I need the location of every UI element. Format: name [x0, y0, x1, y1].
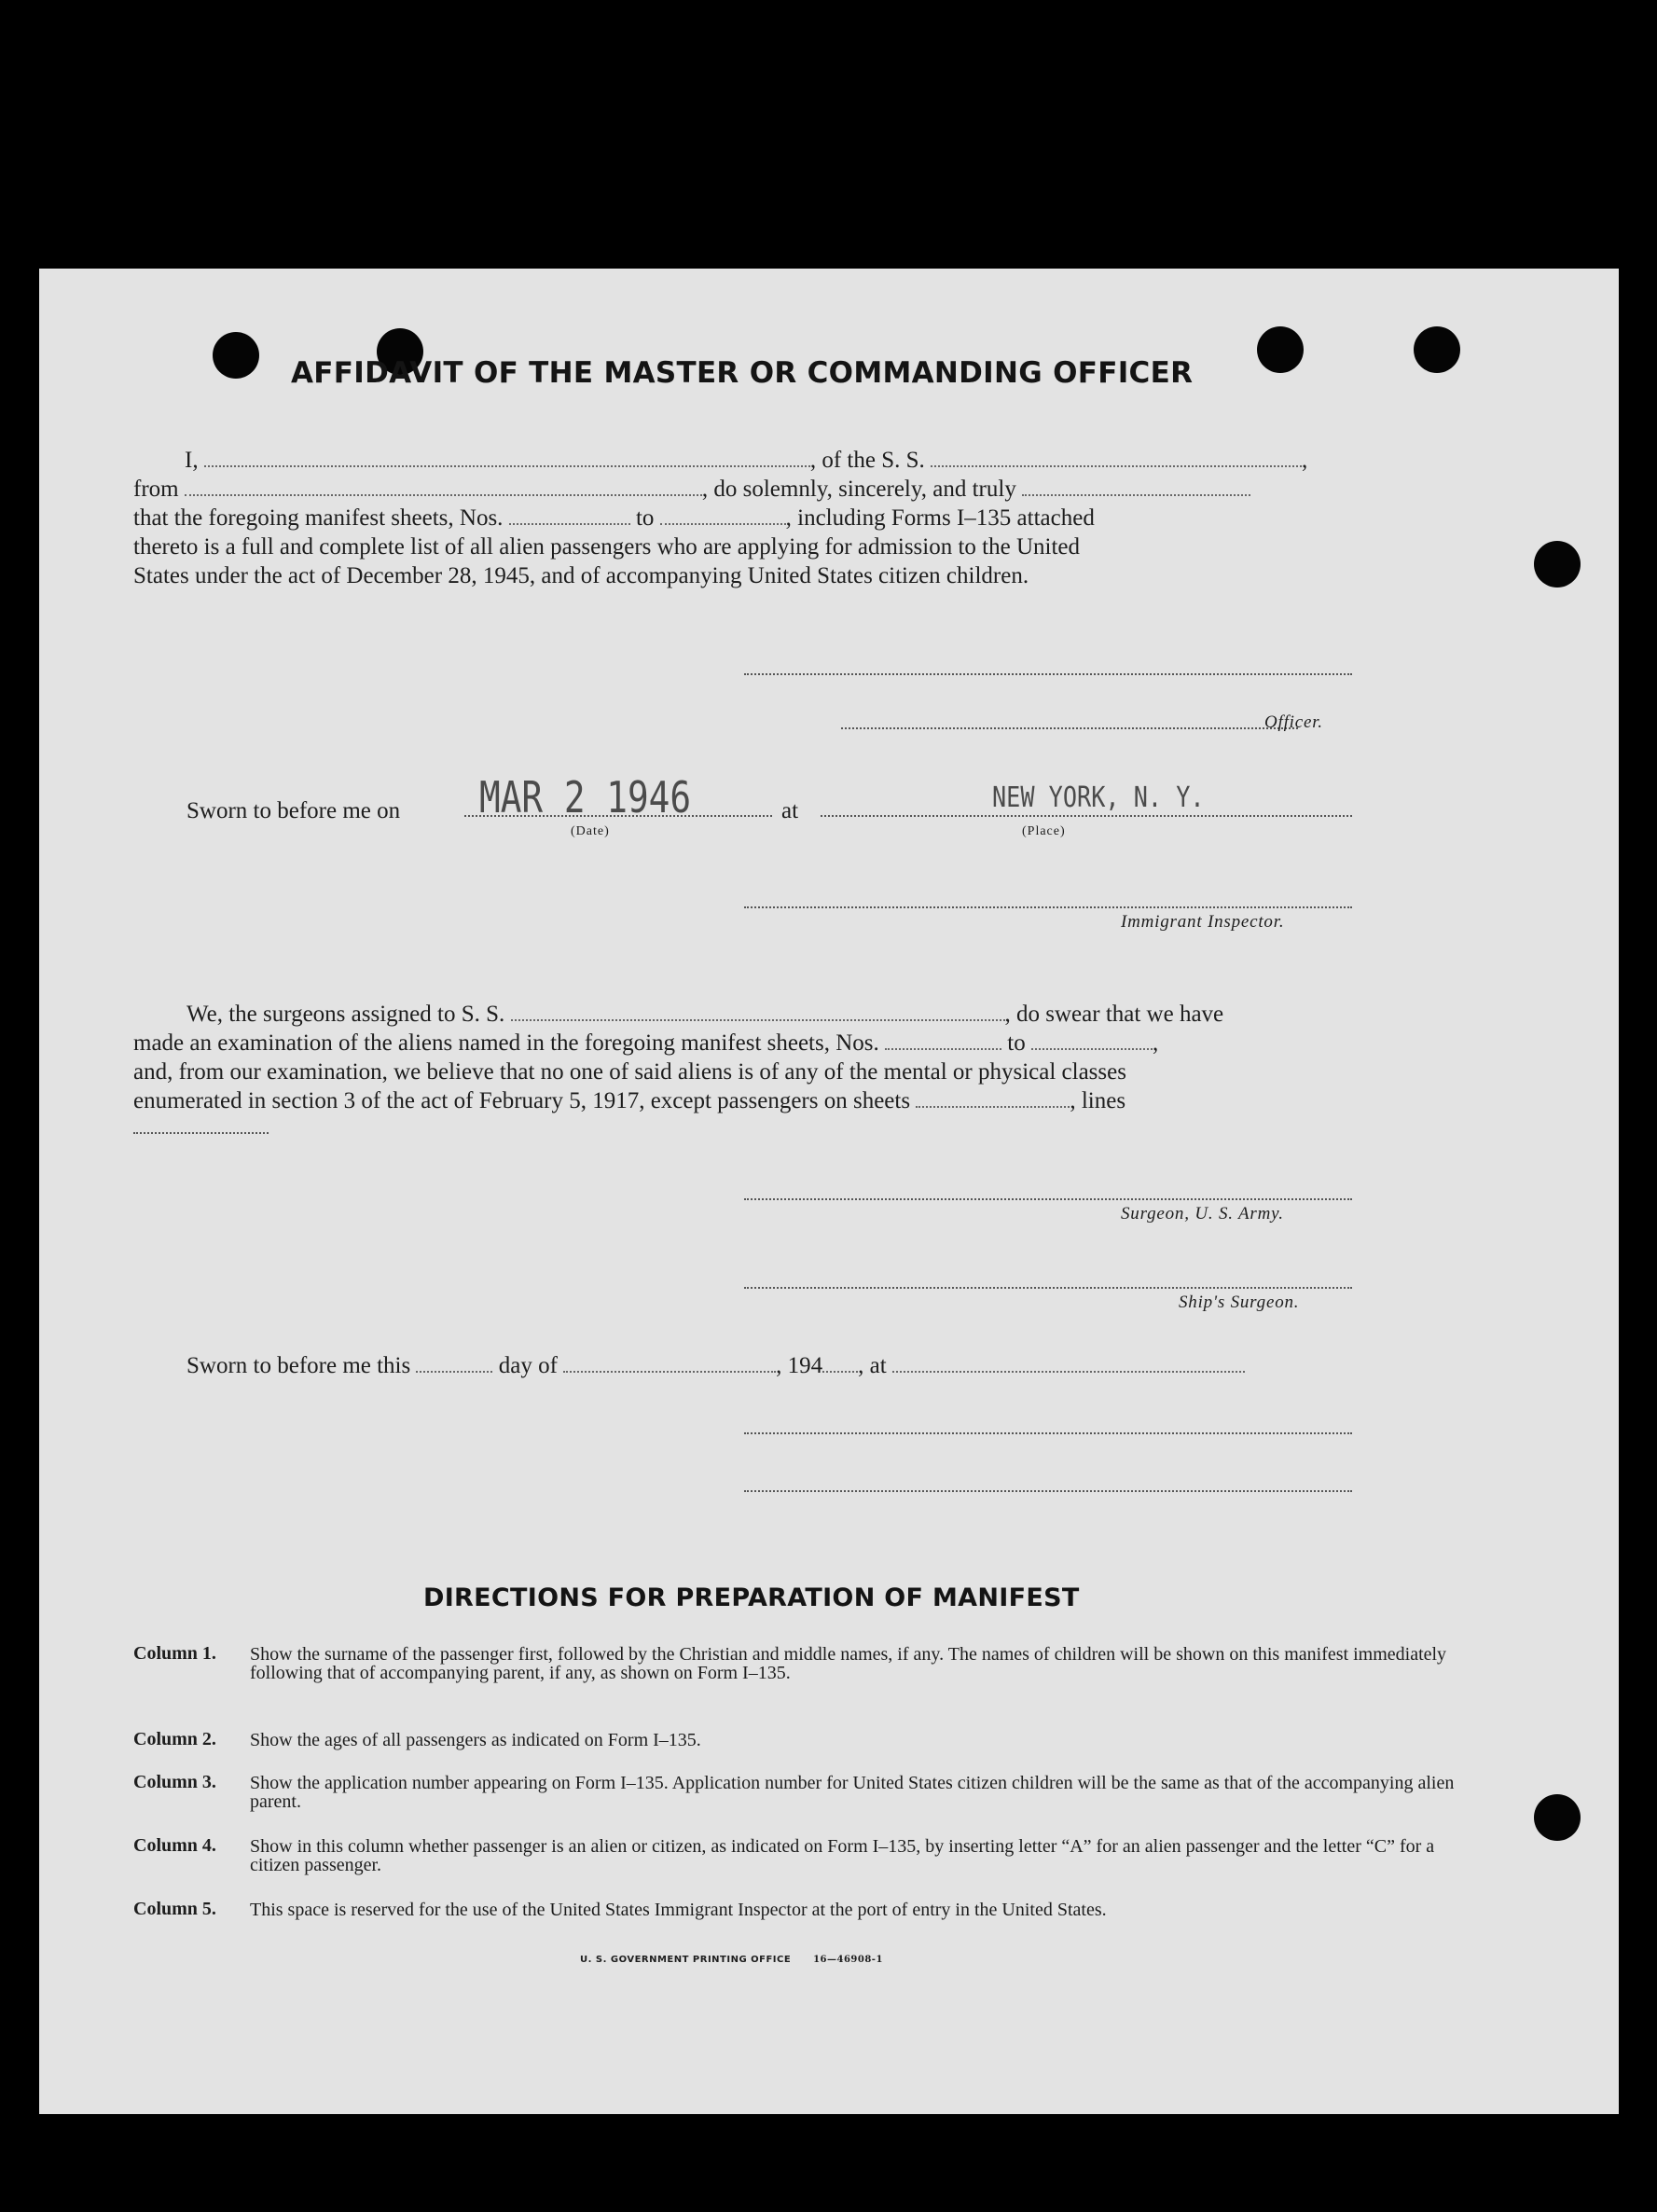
- text: , lines: [1070, 1088, 1126, 1113]
- lines-blank[interactable]: [133, 1132, 269, 1134]
- at-label: at: [781, 798, 799, 823]
- blank[interactable]: [1022, 476, 1250, 496]
- ship-blank[interactable]: [931, 447, 1302, 467]
- signature-line[interactable]: [744, 1432, 1352, 1434]
- sworn-line-2: [186, 1351, 1245, 1380]
- officer-signature-line[interactable]: [841, 727, 1298, 729]
- surgeons-line-4: [133, 1086, 1125, 1115]
- text: Sworn to before me this: [186, 1353, 411, 1378]
- day-blank[interactable]: [416, 1352, 492, 1373]
- column-2-text: Show the ages of all passengers as indicated on Form I–135.: [250, 1730, 701, 1750]
- signature-line[interactable]: [744, 1490, 1352, 1492]
- text: , 194: [776, 1353, 823, 1378]
- column-5-text: This space is reserved for the use of the United States Immigrant Inspector at the port of entry in the United States.: [250, 1900, 1107, 1920]
- officer-caption: Officer.: [1264, 712, 1323, 732]
- affidavit-line-4: thereto is a full and complete list of all alien passengers who are applying for admission to the United: [133, 534, 1081, 560]
- inspector-signature-line[interactable]: [744, 906, 1352, 908]
- text: I,: [185, 448, 199, 473]
- ship-surgeon-signature-line[interactable]: [744, 1287, 1352, 1289]
- text: enumerated in section 3 of the act of February 5, 1917, except passengers on sheets: [133, 1088, 911, 1113]
- punch-hole: [1534, 1794, 1581, 1841]
- affidavit-line-5: States under the act of December 28, 1945, and of accompanying United States citizen children.: [133, 563, 1029, 588]
- column-4-label: Column 4.: [133, 1835, 216, 1856]
- text: , of the S. S.: [809, 448, 925, 473]
- punch-hole: [213, 332, 259, 379]
- text: ,: [1302, 448, 1308, 473]
- surgeons-line-1: [186, 1000, 1223, 1029]
- text: that the foregoing manifest sheets, Nos.: [133, 505, 504, 531]
- army-surgeon-caption: Surgeon, U. S. Army.: [1121, 1204, 1284, 1224]
- column-3-label: Column 3.: [133, 1772, 216, 1792]
- year-blank[interactable]: [822, 1352, 858, 1373]
- sheet-from-blank[interactable]: [509, 505, 630, 525]
- month-blank[interactable]: [563, 1352, 776, 1373]
- text: , do solemnly, sincerely, and truly: [701, 477, 1016, 502]
- column-3-text: Show the application number appearing on Form I–135. Application number for United States citizen children will be the same as that of the accompanying alien parent.: [250, 1773, 1455, 1812]
- text: from: [133, 477, 179, 502]
- text: We, the surgeons assigned to S. S.: [186, 1002, 505, 1027]
- printer-name: U. S. GOVERNMENT PRINTING OFFICE: [580, 1955, 792, 1965]
- surgeons-line-2: [133, 1029, 1158, 1058]
- text: made an examination of the aliens named in the foregoing manifest sheets, Nos.: [133, 1030, 879, 1056]
- signature-line[interactable]: [744, 673, 1352, 675]
- directions-title: DIRECTIONS FOR PREPARATION OF MANIFEST: [423, 1583, 1080, 1612]
- text: , including Forms I–135 attached: [785, 505, 1095, 531]
- name-blank[interactable]: [204, 447, 810, 467]
- column-2-label: Column 2.: [133, 1729, 216, 1749]
- sworn-place-blank[interactable]: [892, 1352, 1245, 1373]
- affidavit-title: AFFIDAVIT OF THE MASTER OR COMMANDING OFFICER: [291, 356, 1194, 390]
- place-stamp: NEW YORK, N. Y.: [992, 781, 1205, 814]
- surgeon-ship-blank[interactable]: [511, 1001, 1005, 1021]
- text: to: [635, 505, 655, 531]
- ship-surgeon-caption: Ship's Surgeon.: [1179, 1293, 1300, 1312]
- text: day of: [498, 1353, 558, 1378]
- column-4-text: Show in this column whether passenger is an alien or citizen, as indicated on Form I–135, by inserting letter “A” for an alien passenger and the letter “C” for a citizen passenger.: [250, 1836, 1435, 1875]
- sheet-to-blank[interactable]: [660, 505, 786, 525]
- date-stamp: MAR 2 1946: [479, 772, 692, 823]
- punch-hole: [1534, 541, 1581, 588]
- surgeons-line-3: and, from our examination, we believe that no one of said aliens is of any of the mental or physical classes: [133, 1059, 1126, 1085]
- text: , at: [858, 1353, 887, 1378]
- column-5-label: Column 5.: [133, 1899, 216, 1919]
- column-1-text: Show the surname of the passenger first, followed by the Christian and middle names, if any. The names of children will be shown on this manifest immediately following that of accompanying parent, if any, as shown on Form I–135.: [250, 1644, 1447, 1683]
- affidavit-line-2: [133, 475, 1250, 504]
- place-caption: (Place): [1022, 824, 1066, 838]
- text: , do swear that we have: [1004, 1002, 1224, 1027]
- punch-hole: [1414, 326, 1460, 373]
- surgeon-to-blank[interactable]: [1031, 1030, 1153, 1050]
- text: ,: [1152, 1030, 1159, 1056]
- army-surgeon-signature-line[interactable]: [744, 1198, 1352, 1200]
- affidavit-line-1: [185, 446, 1307, 475]
- punch-hole: [1257, 326, 1304, 373]
- inspector-caption: Immigrant Inspector.: [1121, 912, 1285, 932]
- column-1-label: Column 1.: [133, 1643, 216, 1664]
- text: to: [1007, 1030, 1026, 1056]
- form-sheet: [39, 269, 1619, 2114]
- except-sheets-blank[interactable]: [916, 1087, 1070, 1108]
- sworn-label: Sworn to before me on: [186, 798, 401, 823]
- form-code: 16—46908-1: [813, 1955, 883, 1965]
- date-caption: (Date): [571, 824, 610, 838]
- printer-credit: [580, 1955, 883, 1965]
- port-blank[interactable]: [185, 476, 702, 496]
- surgeon-from-blank[interactable]: [885, 1030, 1001, 1050]
- affidavit-line-3: [133, 504, 1095, 532]
- place-line[interactable]: [821, 815, 1352, 817]
